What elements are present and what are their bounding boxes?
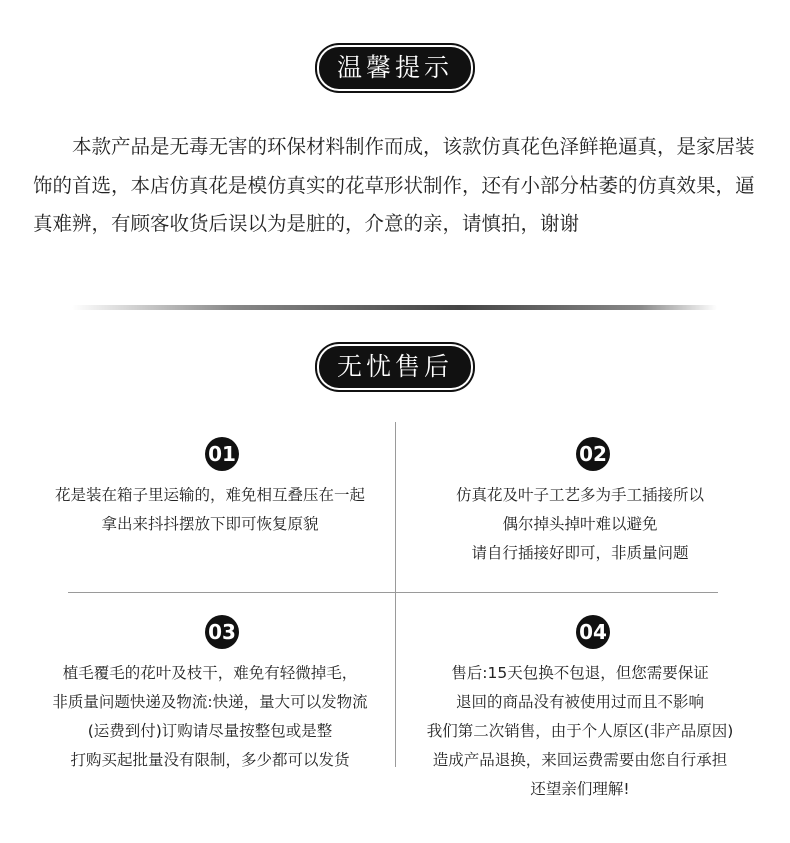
item-line: 售后:15天包换不包退，但您需要保证	[451, 664, 709, 682]
item-number-badge: 03	[205, 615, 239, 649]
item-line: 我们第二次销售，由于个人原区(非产品原因)	[426, 722, 734, 740]
item-number-badge: 04	[576, 615, 610, 649]
after-sales-item-4	[390, 659, 770, 804]
item-line: 退回的商品没有被使用过而且不影响	[455, 693, 704, 711]
after-sales-item-2	[390, 481, 770, 568]
item-line: (运费到付)订购请尽量按整包或是整	[87, 722, 333, 740]
item-line: 打购买起批量没有限制，多少都可以发货	[70, 751, 350, 769]
after-sales-item-1	[20, 481, 400, 539]
item-line: 花是装在箱子里运输的，难免相互叠压在一起	[54, 486, 365, 504]
item-number-badge: 01	[205, 437, 239, 471]
item-line: 请自行插接好即可，非质量问题	[471, 544, 689, 562]
grid-horizontal-divider	[68, 592, 718, 593]
item-line: 造成产品退换，来回运费需要由您自行承担	[432, 751, 728, 769]
item-line: 仿真花及叶子工艺多为手工插接所以	[455, 486, 704, 504]
item-line: 非质量问题快递及物流:快递，量大可以发物流	[52, 693, 368, 711]
notice-body: 本款产品是无毒无害的环保材料制作而成，该款仿真花色泽鲜艳逼真，是家居装饰的首选，本店仿真花是模仿真实的花草形状制作，还有小部分枯萎的仿真效果，逼真难辨，有顾客收货后误以为是脏的，介意的亲，请慎拍，谢谢	[33, 135, 755, 235]
notice-title-badge: 温馨提示	[319, 47, 471, 89]
after-sales-title-badge: 无忧售后	[319, 346, 471, 388]
section-divider	[72, 305, 717, 310]
item-line: 偶尔掉头掉叶难以避免	[502, 515, 658, 533]
after-sales-item-3	[20, 659, 400, 775]
item-line: 拿出来抖抖摆放下即可恢复原貌	[101, 515, 319, 533]
item-line: 植毛覆毛的花叶及枝干，难免有轻微掉毛，	[62, 664, 358, 682]
item-number-badge: 02	[576, 437, 610, 471]
item-line: 还望亲们理解!	[530, 780, 630, 798]
